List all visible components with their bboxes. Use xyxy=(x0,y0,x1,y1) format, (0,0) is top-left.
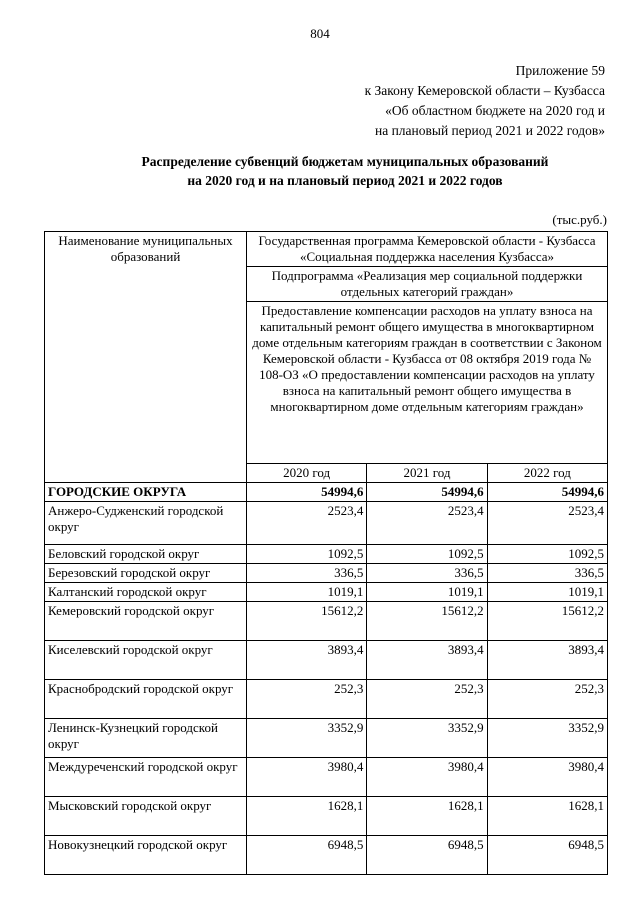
value-2021: 1019,1 xyxy=(367,583,487,602)
municipality-name: Анжеро-Судженский городской округ xyxy=(45,502,247,545)
appendix-line: Приложение 59 xyxy=(515,63,605,78)
municipality-name: Березовский городской округ xyxy=(45,564,247,583)
value-2022: 1019,1 xyxy=(487,583,607,602)
value-2022: 252,3 xyxy=(487,680,607,719)
municipality-name: Ленинск-Кузнецкий городской округ xyxy=(45,719,247,758)
value-2020: 3893,4 xyxy=(247,641,367,680)
program-header: Государственная программа Кемеровской области - Кузбасса «Социальная поддержка населения Кузбасса» xyxy=(247,232,608,267)
appendix-line: «Об областном бюджете на 2020 год и xyxy=(385,103,605,118)
value-2021: 1092,5 xyxy=(367,545,487,564)
units-label: (тыс.руб.) xyxy=(552,212,607,227)
table-row xyxy=(45,545,608,564)
table-body xyxy=(45,232,608,875)
appendix-line: на плановый период 2021 и 2022 годов» xyxy=(374,123,605,138)
value-2020: 1092,5 xyxy=(247,545,367,564)
table-row xyxy=(45,564,608,583)
title-line: на 2020 год и на плановый период 2021 и 2022 годов xyxy=(187,173,503,188)
value-2022: 1628,1 xyxy=(487,797,607,836)
col-header-name: Наименование муниципальных образований xyxy=(45,232,247,483)
year-header-2022: 2022 год xyxy=(487,464,607,483)
value-2021: 3893,4 xyxy=(367,641,487,680)
table-row xyxy=(45,836,608,875)
value-2020: 1628,1 xyxy=(247,797,367,836)
municipality-name: Новокузнецкий городской округ xyxy=(45,836,247,875)
table-row xyxy=(45,583,608,602)
value-2020: 2523,4 xyxy=(247,502,367,545)
value-2020: 15612,2 xyxy=(247,602,367,641)
municipality-name: Калтанский городской округ xyxy=(45,583,247,602)
municipality-name: Киселевский городской округ xyxy=(45,641,247,680)
value-2020: 3352,9 xyxy=(247,719,367,758)
appendix-reference xyxy=(365,61,605,141)
municipality-name: Беловский городской округ xyxy=(45,545,247,564)
value-2022: 3352,9 xyxy=(487,719,607,758)
subprogram-header: Подпрограмма «Реализация мер социальной поддержки отдельных категорий граждан» xyxy=(247,267,608,302)
table-row-total xyxy=(45,483,608,502)
value-2021: 54994,6 xyxy=(367,483,487,502)
value-2022: 336,5 xyxy=(487,564,607,583)
value-2020: 6948,5 xyxy=(247,836,367,875)
municipality-name: Междуреченский городской округ xyxy=(45,758,247,797)
municipality-name: Мысковский городской округ xyxy=(45,797,247,836)
value-2021: 3352,9 xyxy=(367,719,487,758)
value-2020: 3980,4 xyxy=(247,758,367,797)
table-row xyxy=(45,641,608,680)
value-2021: 2523,4 xyxy=(367,502,487,545)
measure-header: Предоставление компенсации расходов на уплату взноса на капитальный ремонт общего имущества в многоквартирном доме отдельным категориям граждан в соответствии с Законом Кемеровской области - Кузбасса от 08 октября 2019 года № 108-ОЗ «О предоставлении компенсации расходов на уплату взноса на капитальный ремонт общего имущества в многоквартирном доме отдельным категориям граждан» xyxy=(247,302,608,464)
value-2021: 252,3 xyxy=(367,680,487,719)
value-2022: 1092,5 xyxy=(487,545,607,564)
value-2020: 1019,1 xyxy=(247,583,367,602)
document-title xyxy=(0,152,640,190)
value-2022: 15612,2 xyxy=(487,602,607,641)
subvention-table xyxy=(44,231,608,875)
table-row xyxy=(45,797,608,836)
title-line: Распределение субвенций бюджетам муниципальных образований xyxy=(141,154,549,169)
year-header-2021: 2021 год xyxy=(367,464,487,483)
value-2020: 336,5 xyxy=(247,564,367,583)
header-row-program xyxy=(45,232,608,267)
table-row xyxy=(45,719,608,758)
table-row xyxy=(45,758,608,797)
value-2022: 3980,4 xyxy=(487,758,607,797)
value-2020: 54994,6 xyxy=(247,483,367,502)
year-header-2020: 2020 год xyxy=(247,464,367,483)
value-2022: 3893,4 xyxy=(487,641,607,680)
value-2022: 6948,5 xyxy=(487,836,607,875)
value-2021: 3980,4 xyxy=(367,758,487,797)
page-number: 804 xyxy=(310,26,330,41)
value-2021: 15612,2 xyxy=(367,602,487,641)
table-row xyxy=(45,602,608,641)
appendix-line: к Закону Кемеровской области – Кузбасса xyxy=(364,83,605,98)
municipality-name: Кемеровский городской округ xyxy=(45,602,247,641)
value-2021: 336,5 xyxy=(367,564,487,583)
value-2020: 252,3 xyxy=(247,680,367,719)
municipality-name: ГОРОДСКИЕ ОКРУГА xyxy=(45,483,247,502)
value-2021: 1628,1 xyxy=(367,797,487,836)
value-2022: 2523,4 xyxy=(487,502,607,545)
value-2021: 6948,5 xyxy=(367,836,487,875)
table-row xyxy=(45,680,608,719)
table-row xyxy=(45,502,608,545)
municipality-name: Краснобродский городской округ xyxy=(45,680,247,719)
value-2022: 54994,6 xyxy=(487,483,607,502)
